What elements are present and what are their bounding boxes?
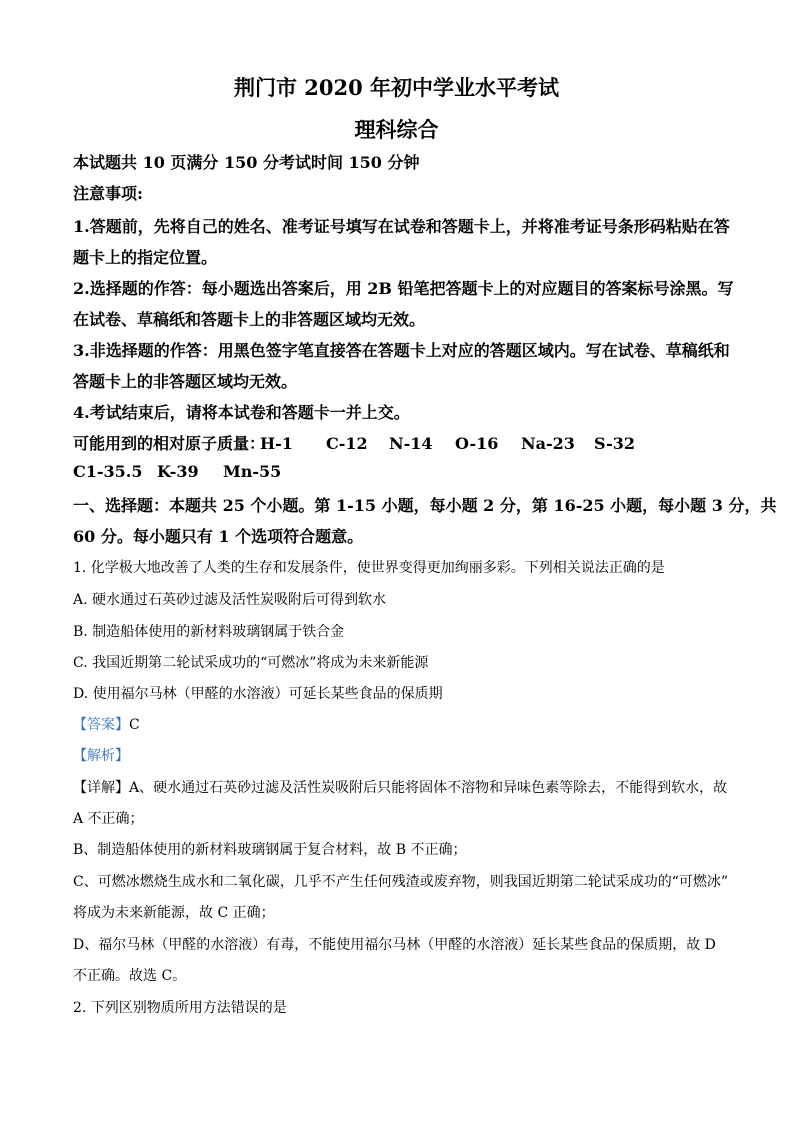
note-line: 2.选择题的作答：每小题选出答案后，用 2B 铅笔把答题卡上的对应题目的答案标号涂黑。写 — [73, 279, 734, 298]
detail-text: A、硬水通过石英砂过滤及活性炭吸附后只能将固体不溶物和异味色素等除去，不能得到软水，故 — [129, 780, 728, 796]
question-stem: 2. 下列区别物质所用方法错误的是 — [73, 1000, 287, 1016]
exam-info: 本试题共 10 页满分 150 分考试时间 150 分钟 — [73, 153, 420, 172]
question-option: B. 制造船体使用的新材料玻璃钢属于铁合金 — [73, 624, 345, 640]
atomic-mass-row-2 — [73, 462, 723, 481]
note-line: 答题卡上的非答题区域均无效。 — [73, 372, 298, 391]
atomic-mass-row-1 — [73, 431, 723, 454]
atomic-mass-item: C1-35.5 — [73, 462, 143, 481]
detail-line — [73, 777, 728, 797]
note-line: 3.非选择题的作答：用黑色签字笔直接答在答题卡上对应的答题区域内。写在试卷、草稿纸和 — [73, 341, 730, 360]
analysis-tag: 【解析】 — [73, 748, 129, 764]
page-title: 荆门市 2020 年初中学业水平考试 — [233, 75, 560, 100]
detail-line: D、福尔马林（甲醛的水溶液）有毒，不能使用福尔马林（甲醛的水溶液）延长某些食品的保质期，故 D — [73, 937, 716, 953]
atomic-mass-item: O-16 — [455, 434, 499, 453]
detail-line: B、制造船体使用的新材料玻璃钢属于复合材料，故 B 不正确； — [73, 842, 467, 858]
detail-line: 不正确。故选 C。 — [73, 968, 187, 984]
detail-line: 将成为未来新能源，故 C 正确； — [73, 905, 275, 921]
atomic-mass-item: C-12 — [326, 434, 368, 453]
page-subtitle: 理科综合 — [354, 117, 439, 142]
question-option: D. 使用福尔马林（甲醛的水溶液）可延长某些食品的保质期 — [73, 686, 443, 702]
note-line: 4.考试结束后，请将本试卷和答题卡一并上交。 — [73, 403, 410, 422]
atomic-mass-item: Mn-55 — [223, 462, 282, 481]
note-line: 在试卷、草稿纸和答题卡上的非答题区域均无效。 — [73, 310, 426, 329]
detail-tag: 【详解】 — [73, 780, 129, 796]
notice-heading: 注意事项: — [73, 184, 143, 203]
atomic-mass-item: S-32 — [594, 434, 636, 453]
question-option: C. 我国近期第二轮试采成功的“可燃冰”将成为未来新能源 — [73, 655, 429, 671]
answer-tag: 【答案】 — [73, 717, 129, 733]
atomic-mass-item: Na-23 — [521, 434, 575, 453]
atomic-mass-item: H-1 — [260, 434, 293, 453]
answer-line — [73, 714, 723, 734]
note-line: 题卡上的指定位置。 — [73, 248, 218, 267]
question-stem: 1. 化学极大地改善了人类的生存和发展条件，使世界变得更加绚丽多彩。下列相关说法正确的是 — [73, 560, 665, 576]
detail-line: A 不正确； — [73, 811, 144, 827]
section-heading: 一、选择题：本题共 25 个小题。第 1-15 小题，每小题 2 分，第 16-25 小题，每小题 3 分，共 — [73, 496, 777, 515]
detail-line: C、可燃冰燃烧生成水和二氧化碳，几乎不产生任何残渣或废弃物，则我国近期第二轮试采成功的“可燃冰” — [73, 874, 729, 890]
note-line: 1.答题前，先将自己的姓名、准考证号填写在试卷和答题卡上，并将准考证号条形码粘贴在答 — [73, 217, 730, 236]
question-option: A. 硬水通过石英砂过滤及活性炭吸附后可得到软水 — [73, 592, 387, 608]
atomic-mass-label: 可能用到的相对原子质量： — [73, 434, 266, 453]
atomic-mass-item: N-14 — [389, 434, 433, 453]
answer-value: C — [129, 717, 140, 733]
section-heading: 60 分。每小题只有 1 个选项符合题意。 — [73, 527, 364, 546]
atomic-mass-item: K-39 — [157, 462, 199, 481]
